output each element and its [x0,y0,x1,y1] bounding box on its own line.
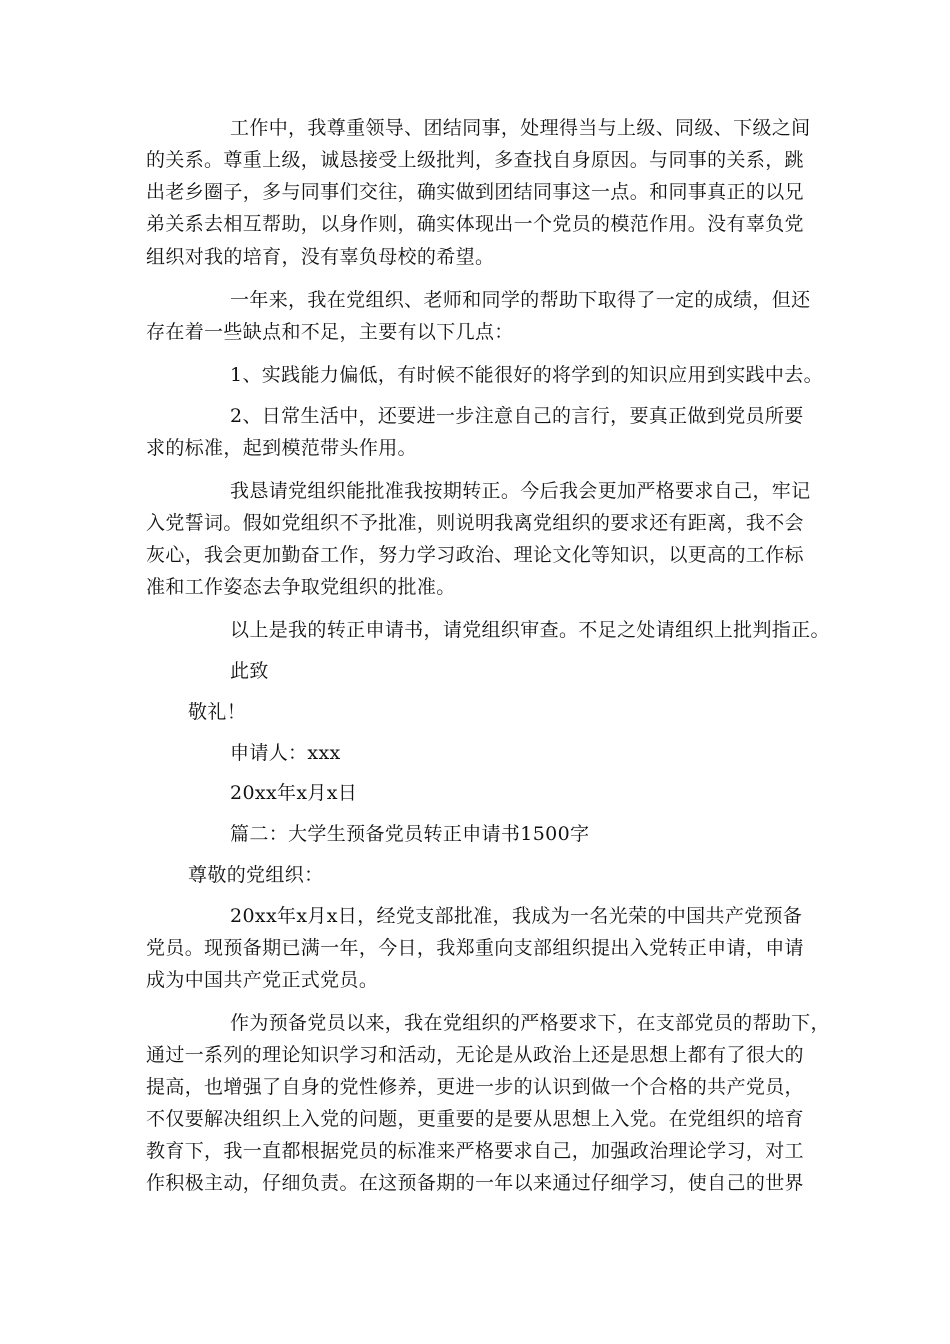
text-line: 求的标准，起到模范带头作用。 [146,437,417,459]
text-line: 成为中国共产党正式党员。 [146,969,379,991]
text-line: 20xx年x月x日，经党支部批准，我成为一名光荣的中国共产党预备 [230,905,803,927]
text-line: 出老乡圈子，多与同事们交往，确实做到团结同事这一点。和同事真正的以兄 [146,181,804,203]
text-line: 的关系。尊重上级，诚恳接受上级批判，多查找自身原因。与同事的关系，跳 [146,149,804,171]
text-line: 以上是我的转正申请书，请党组织审查。不足之处请组织上批判指正。 [230,619,830,641]
text-line: 组织对我的培育，没有辜负母校的希望。 [146,246,495,268]
closing-text: 此致 [230,660,269,682]
text-line: 党员。现预备期已满一年，今日，我郑重向支部组织提出入党转正申请，申请 [146,937,804,959]
text-line: 我恳请党组织能批准我按期转正。今后我会更加严格要求自己，牢记 [230,480,811,502]
greeting-text: 尊敬的党组织： [188,864,324,886]
date-line: 20xx年x月x日 [230,782,358,804]
text-line: 提高，也增强了自身的党性修养，更进一步的认识到做一个合格的共产党员， [146,1076,804,1098]
text-line: 不仅要解决组织上入党的问题，更重要的是要从思想上入党。在党组织的培育 [146,1108,804,1130]
text-line: 弟关系去相互帮助，以身作则，确实体现出一个党员的模范作用。没有辜负党 [146,213,804,235]
text-line: 作积极主动，仔细负责。在这预备期的一年以来通过仔细学习，使自己的世界 [146,1172,804,1194]
salutation-text: 敬礼！ [188,701,247,723]
text-line: 准和工作姿态去争取党组织的批准。 [146,576,456,598]
text-line: 教育下，我一直都根据党员的标准来严格要求自己，加强政治理论学习，对工 [146,1140,804,1162]
text-line: 2、日常生活中，还要进一步注意自己的言行，要真正做到党员所要 [230,405,804,427]
text-line: 灰心，我会更加勤奋工作，努力学习政治、理论文化等知识，以更高的工作标 [146,544,804,566]
text-line: 入党誓词。假如党组织不予批准，则说明我离党组织的要求还有距离，我不会 [146,512,804,534]
text-line: 通过一系列的理论知识学习和活动，无论是从政治上还是思想上都有了很大的 [146,1044,804,1066]
text-line: 一年来，我在党组织、老师和同学的帮助下取得了一定的成绩，但还 [230,289,811,311]
text-line: 作为预备党员以来，我在党组织的严格要求下，在支部党员的帮助下， [230,1012,830,1034]
text-line: 存在着一些缺点和不足，主要有以下几点： [146,321,514,343]
text-line: 工作中，我尊重领导、团结同事，处理得当与上级、同级、下级之间 [230,117,811,139]
section-heading: 篇二：大学生预备党员转正申请书1500字 [230,823,590,845]
applicant-line: 申请人：xxx [230,742,341,764]
text-line: 1、实践能力偏低，有时候不能很好的将学到的知识应用到实践中去。 [230,364,823,386]
